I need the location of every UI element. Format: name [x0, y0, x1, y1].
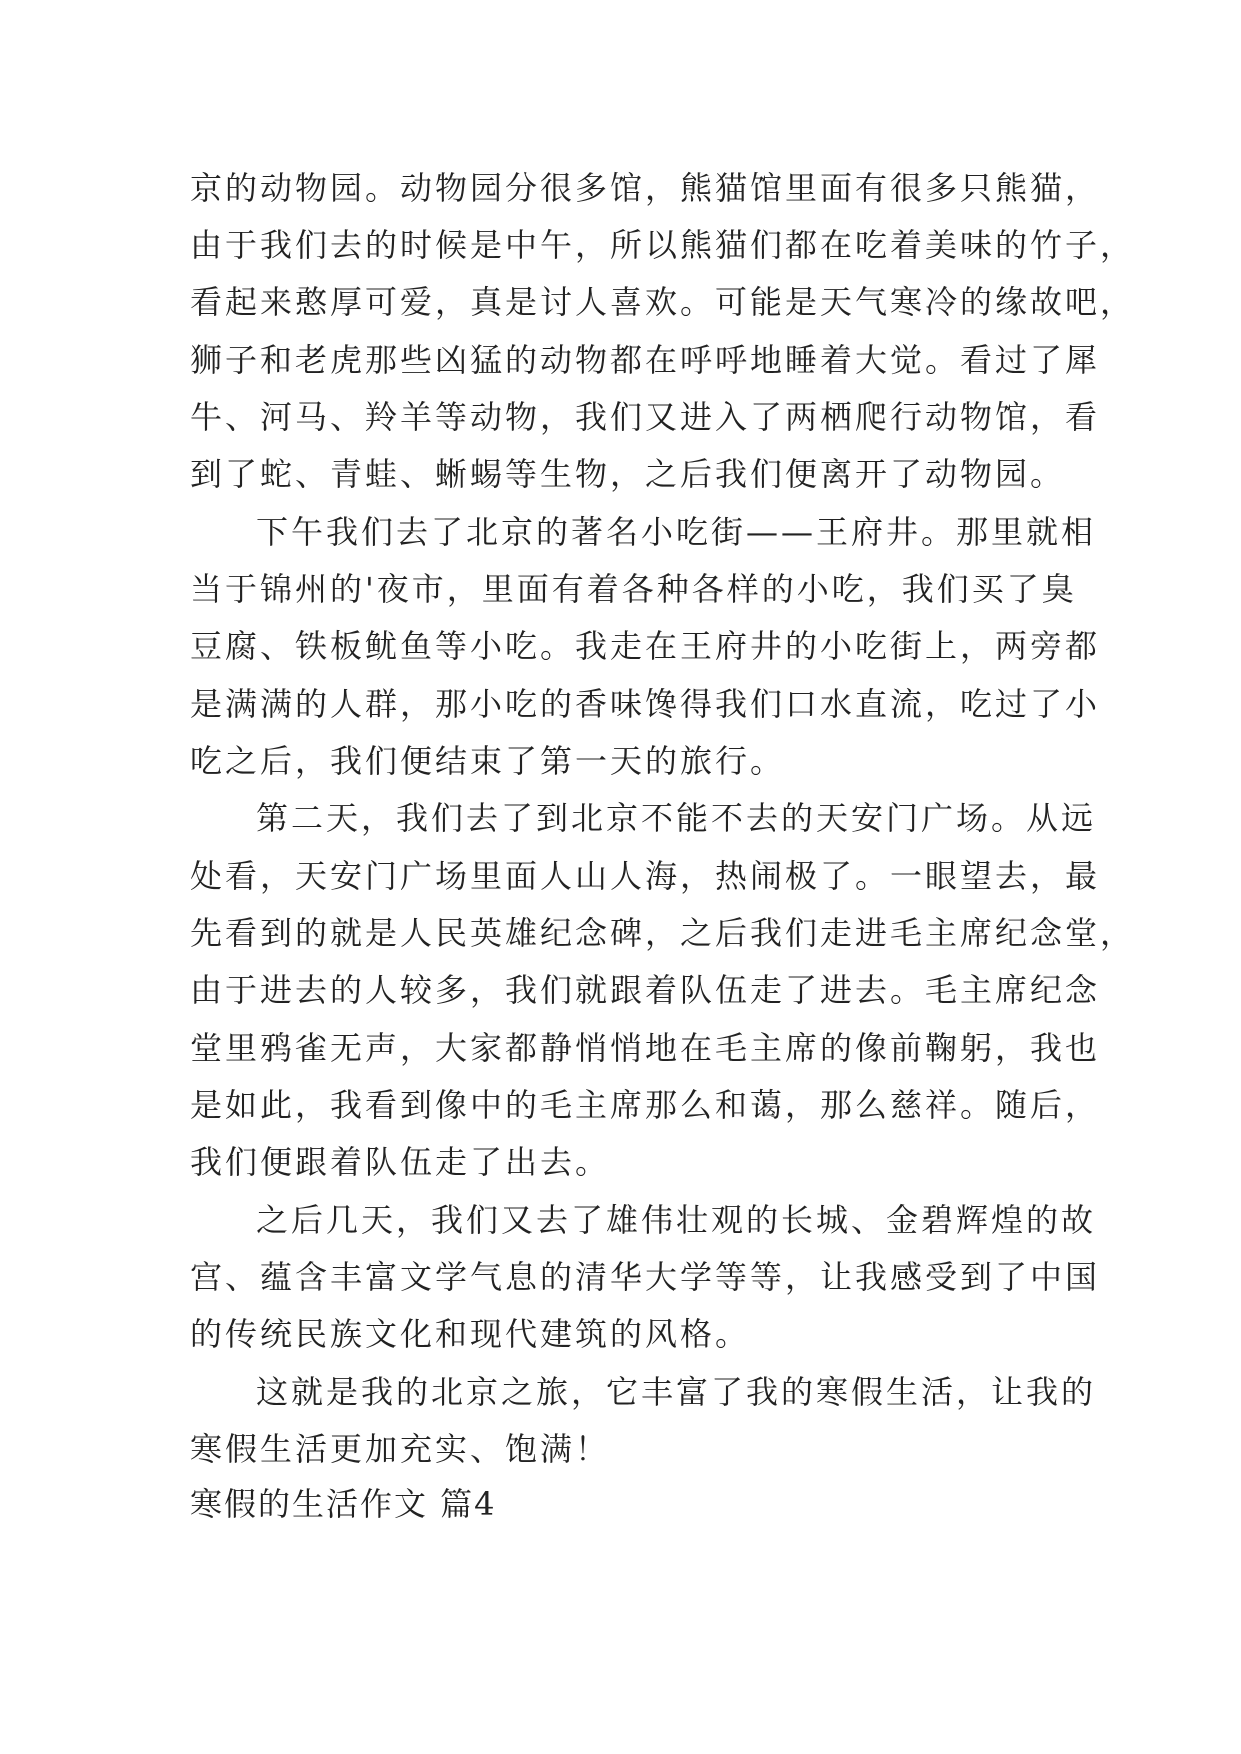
section-heading: 寒假的生活作文 篇4 — [190, 1485, 497, 1523]
text-line: 是满满的人群，那小吃的香味馋得我们口水直流，吃过了小 — [190, 685, 1101, 723]
text-line: 处看，天安门广场里面人山人海，热闹极了。一眼望去，最 — [190, 857, 1101, 895]
text-line: 由于进去的人较多，我们就跟着队伍走了进去。毛主席纪念 — [190, 971, 1101, 1009]
text-line: 由于我们去的时候是中午，所以熊猫们都在吃着美味的竹子， — [190, 226, 1136, 264]
text-line: 先看到的就是人民英雄纪念碑，之后我们走进毛主席纪念堂， — [190, 914, 1136, 952]
text-line: 吃之后，我们便结束了第一天的旅行。 — [190, 742, 786, 780]
text-line: 第二天，我们去了到北京不能不去的天安门广场。从远 — [256, 799, 1097, 837]
text-line: 之后几天，我们又去了雄伟壮观的长城、金碧辉煌的故 — [256, 1201, 1097, 1239]
text-line: 我们便跟着队伍走了出去。 — [190, 1143, 611, 1181]
text-line: 当于锦州的'夜市，里面有着各种各样的小吃，我们买了臭 — [190, 570, 1077, 608]
text-line: 下午我们去了北京的著名小吃街——王府井。那里就相 — [256, 513, 1097, 551]
text-line: 到了蛇、青蛙、蜥蜴等生物，之后我们便离开了动物园。 — [190, 455, 1066, 493]
text-line: 是如此，我看到像中的毛主席那么和蔼，那么慈祥。随后， — [190, 1086, 1101, 1124]
text-line: 寒假生活更加充实、饱满！ — [190, 1430, 611, 1468]
text-line: 的传统民族文化和现代建筑的风格。 — [190, 1315, 751, 1353]
text-line: 狮子和老虎那些凶猛的动物都在呼呼地睡着大觉。看过了犀 — [190, 341, 1101, 379]
text-line: 豆腐、铁板鱿鱼等小吃。我走在王府井的小吃街上，两旁都 — [190, 627, 1101, 665]
text-line: 宫、蕴含丰富文学气息的清华大学等等，让我感受到了中国 — [190, 1258, 1101, 1296]
text-line: 牛、河马、羚羊等动物，我们又进入了两栖爬行动物馆，看 — [190, 398, 1101, 436]
text-line: 这就是我的北京之旅，它丰富了我的寒假生活，让我的 — [256, 1373, 1097, 1411]
text-line: 看起来憨厚可爱，真是讨人喜欢。可能是天气寒冷的缘故吧， — [190, 283, 1136, 321]
text-line: 京的动物园。动物园分很多馆，熊猫馆里面有很多只熊猫， — [190, 169, 1101, 207]
text-line: 堂里鸦雀无声，大家都静悄悄地在毛主席的像前鞠躬，我也 — [190, 1029, 1101, 1067]
